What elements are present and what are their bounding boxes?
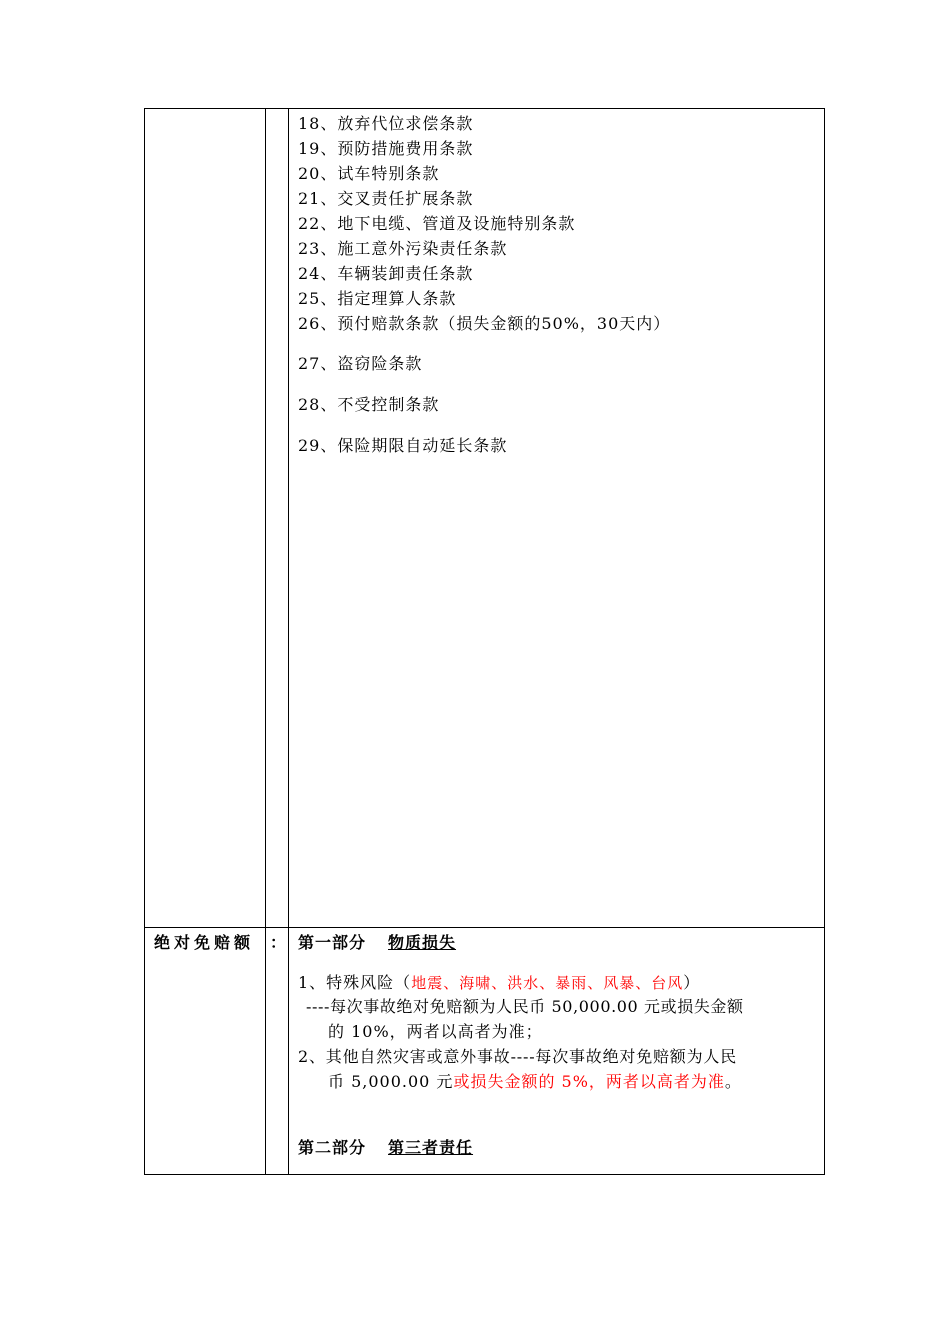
- deductible-label: 绝对免赔额: [154, 933, 255, 952]
- item2-amount: 币 5,000.00 元: [328, 1072, 454, 1091]
- policy-table: [144, 108, 825, 1175]
- item1-line3: 的 10%，两者以高者为准；: [328, 1022, 543, 1041]
- clause-item: 19、预防措施费用条款: [298, 139, 474, 158]
- part1-prefix: 第一部分: [298, 933, 367, 952]
- item2-line1: 2、其他自然灾害或意外事故----每次事故绝对免赔额为人民: [298, 1047, 738, 1066]
- clause-item: 27、盗窃险条款: [298, 354, 423, 373]
- clause-item: 25、指定理算人条款: [298, 289, 457, 308]
- item2-end: 。: [724, 1072, 742, 1091]
- item2-line2: [328, 1070, 742, 1094]
- clause-item: 21、交叉责任扩展条款: [298, 189, 474, 208]
- part2-heading: [298, 1136, 473, 1160]
- item2-highlight: 或损失金额的 5%，两者以高者为准: [453, 1072, 725, 1091]
- clause-item: 20、试车特别条款: [298, 164, 440, 183]
- item1-close: ）: [683, 973, 701, 992]
- row-divider: [145, 927, 824, 928]
- clause-item: 24、车辆装卸责任条款: [298, 264, 474, 283]
- clause-item: 22、地下电缆、管道及设施特别条款: [298, 214, 576, 233]
- clause-item: 23、施工意外污染责任条款: [298, 239, 508, 258]
- item1-perils: 地震、海啸、洪水、暴雨、风暴、台风: [411, 974, 684, 992]
- column-divider-1: [265, 109, 266, 1174]
- part1-heading: [298, 931, 456, 955]
- part1-title: 物质损失: [388, 933, 457, 952]
- deductible-colon: ：: [270, 933, 288, 952]
- item1-line1: [298, 971, 700, 995]
- item1-lead: 1、特殊风险（: [298, 973, 412, 992]
- clause-item: 28、不受控制条款: [298, 395, 440, 414]
- part2-title: 第三者责任: [388, 1138, 474, 1157]
- column-divider-2: [288, 109, 289, 1174]
- clause-item: 29、保险期限自动延长条款: [298, 436, 508, 455]
- clause-item: 18、放弃代位求偿条款: [298, 114, 474, 133]
- part2-prefix: 第二部分: [298, 1138, 367, 1157]
- item1-line2: ----每次事故绝对免赔额为人民币 50,000.00 元或损失金额: [306, 997, 744, 1016]
- clause-item: 26、预付赔款条款（损失金额的50%，30天内）: [298, 314, 671, 333]
